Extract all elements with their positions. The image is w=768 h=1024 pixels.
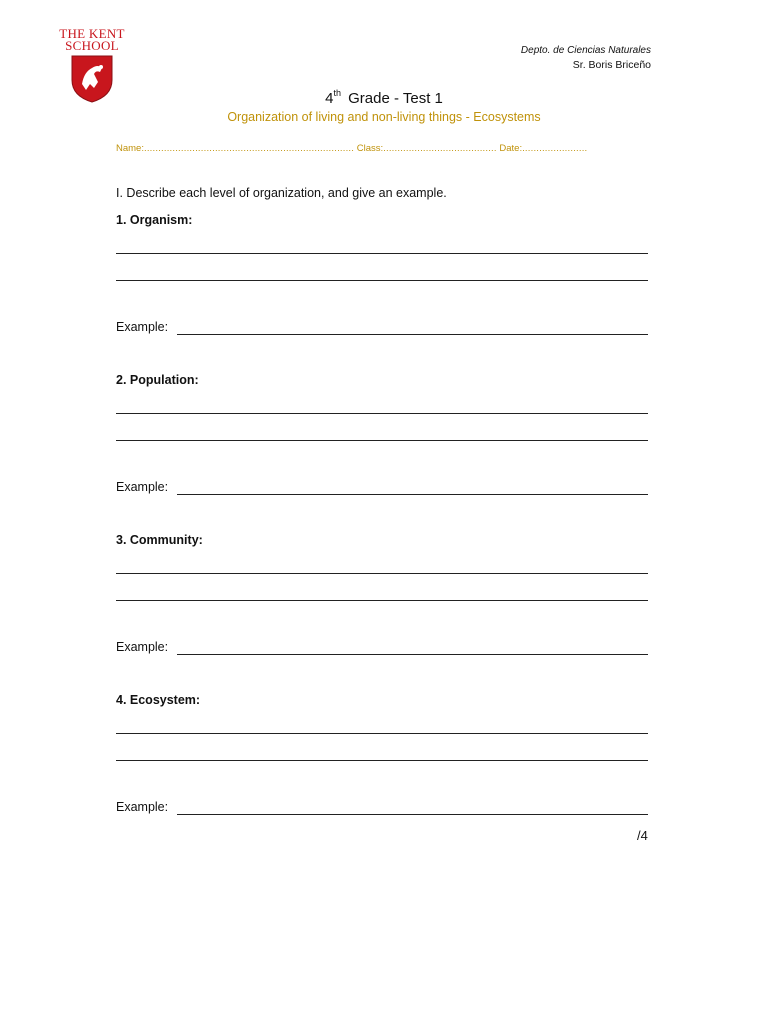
section-organism	[116, 213, 648, 334]
section-title: 3. Community:	[116, 533, 203, 547]
example-answer-line[interactable]	[177, 814, 648, 815]
logo-text-line1: THE KENT	[59, 26, 125, 41]
teacher-name: Sr. Boris Briceño	[572, 59, 651, 71]
class-label: Class:	[356, 143, 384, 154]
section-title: 4. Ecosystem:	[116, 693, 201, 707]
example-label: Example:	[116, 800, 169, 814]
page-subtitle: Organization of living and non-living things - Ecosystems	[227, 110, 541, 124]
section-title: 1. Organism:	[116, 213, 193, 227]
example-answer-line[interactable]	[177, 494, 648, 495]
answer-line[interactable]	[116, 600, 648, 601]
answer-line[interactable]	[116, 413, 648, 414]
answer-line[interactable]	[116, 280, 648, 281]
student-info-row	[116, 143, 587, 154]
name-field[interactable]: ..........................................................................	[143, 143, 355, 154]
department-name: Depto. de Ciencias Naturales	[520, 45, 651, 56]
section-community	[116, 533, 648, 654]
example-label: Example:	[116, 320, 169, 334]
answer-line[interactable]	[116, 733, 648, 734]
name-label: Name:	[116, 143, 144, 154]
example-label: Example:	[116, 480, 169, 494]
example-answer-line[interactable]	[177, 334, 648, 335]
section-ecosystem	[116, 693, 648, 814]
answer-line[interactable]	[116, 440, 648, 441]
example-answer-line[interactable]	[177, 654, 648, 655]
page-title	[0, 88, 768, 107]
title-rest: Grade - Test 1	[348, 90, 443, 107]
class-field[interactable]: ........................................	[383, 143, 497, 154]
section-population	[116, 373, 648, 494]
score-total: /4	[637, 828, 648, 843]
logo-text-line2: SCHOOL	[65, 38, 119, 53]
answer-line[interactable]	[116, 253, 648, 254]
answer-line[interactable]	[116, 760, 648, 761]
date-field[interactable]: .......................	[522, 143, 588, 154]
example-label: Example:	[116, 640, 169, 654]
section-title: 2. Population:	[116, 373, 199, 387]
title-grade-number: 4	[325, 90, 334, 107]
date-label: Date:	[499, 143, 523, 154]
instruction-text: I. Describe each level of organization, and give an example.	[116, 186, 447, 200]
title-grade-suffix: th	[333, 88, 341, 98]
answer-line[interactable]	[116, 573, 648, 574]
